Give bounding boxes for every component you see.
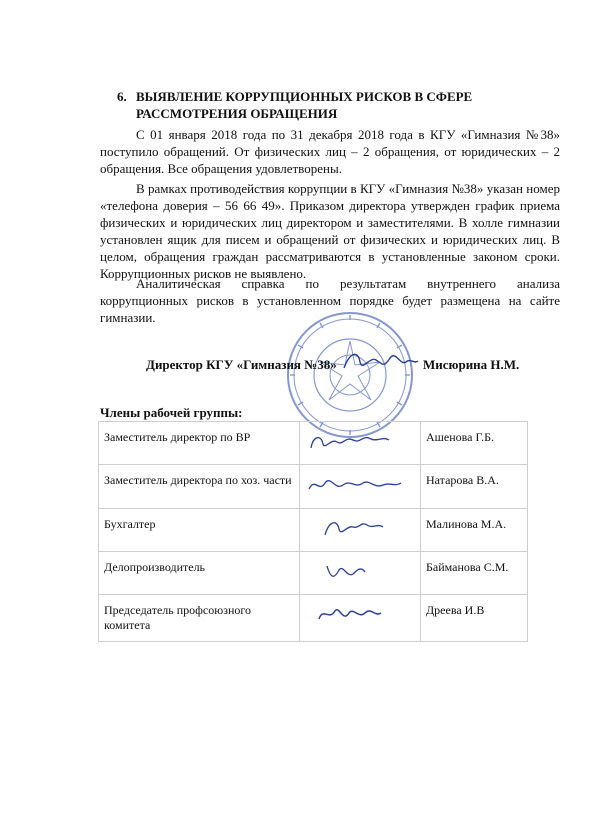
member-role: Заместитель директор по ВР xyxy=(99,422,300,465)
member-role: Заместитель директора по хоз. части xyxy=(99,465,300,509)
section-heading xyxy=(117,88,537,122)
paragraph-anticorruption-measures: В рамках противодействия коррупции в КГУ «Гимназия №38» указан номер «телефона доверия – 56 66 49». Приказом директора утвержден график приема физических и юридических лиц директором и заместителями. В холле гимназии установлен ящик для писем и обращений от физических и юридических лиц. В целом, обращения граждан рассматриваются в установленные законом сроки. Коррупционных рисков не выявлено. xyxy=(100,181,560,281)
member-signature-cell xyxy=(300,552,421,595)
member-signature xyxy=(305,430,405,452)
table-row xyxy=(99,552,528,595)
director-title: Директор КГУ «Гимназия №38» xyxy=(146,357,337,372)
member-name: Малинова М.А. xyxy=(421,509,528,552)
table-row xyxy=(99,422,528,465)
member-name: Натарова В.А. xyxy=(421,465,528,509)
table-row xyxy=(99,595,528,642)
member-name: Байманова С.М. xyxy=(421,552,528,595)
paragraph-appeals-count: С 01 января 2018 года по 31 декабря 2018 года в КГУ «Гимназия №38» поступило обращений. От физических лиц – 2 обращения, от юридических – 2 обращения. Все обращения удовлетворены. xyxy=(100,127,560,176)
member-signature-cell xyxy=(300,509,421,552)
member-signature-cell xyxy=(300,422,421,465)
working-group-heading: Члены рабочей группы: xyxy=(100,405,243,420)
member-signature-cell xyxy=(300,595,421,642)
director-name: Мисюрина Н.М. xyxy=(423,357,520,372)
member-role: Бухгалтер xyxy=(99,509,300,552)
member-role: Председатель профсоюзного комитета xyxy=(99,595,300,642)
member-name: Ашенова Г.Б. xyxy=(421,422,528,465)
section-number: 6. xyxy=(117,89,127,104)
member-signature-cell xyxy=(300,465,421,509)
director-signature xyxy=(340,346,420,376)
working-group-table xyxy=(98,421,528,642)
member-signature xyxy=(305,560,405,582)
member-signature xyxy=(305,603,405,625)
member-role: Делопроизводитель xyxy=(99,552,300,595)
paragraph-analytical-report: Аналитическая справка по результатам внутреннего анализа коррупционных рисков в установленном порядке будет размещена на сайте гимназии. xyxy=(100,276,560,325)
table-row xyxy=(99,465,528,509)
member-signature xyxy=(305,517,405,539)
section-title: ВЫЯВЛЕНИЕ КОРРУПЦИОННЫХ РИСКОВ В СФЕРЕ РАССМОТРЕНИЯ ОБРАЩЕНИЯ xyxy=(136,89,473,121)
member-signature xyxy=(305,473,405,495)
table-row xyxy=(99,509,528,552)
member-name: Дреева И.В xyxy=(421,595,528,642)
